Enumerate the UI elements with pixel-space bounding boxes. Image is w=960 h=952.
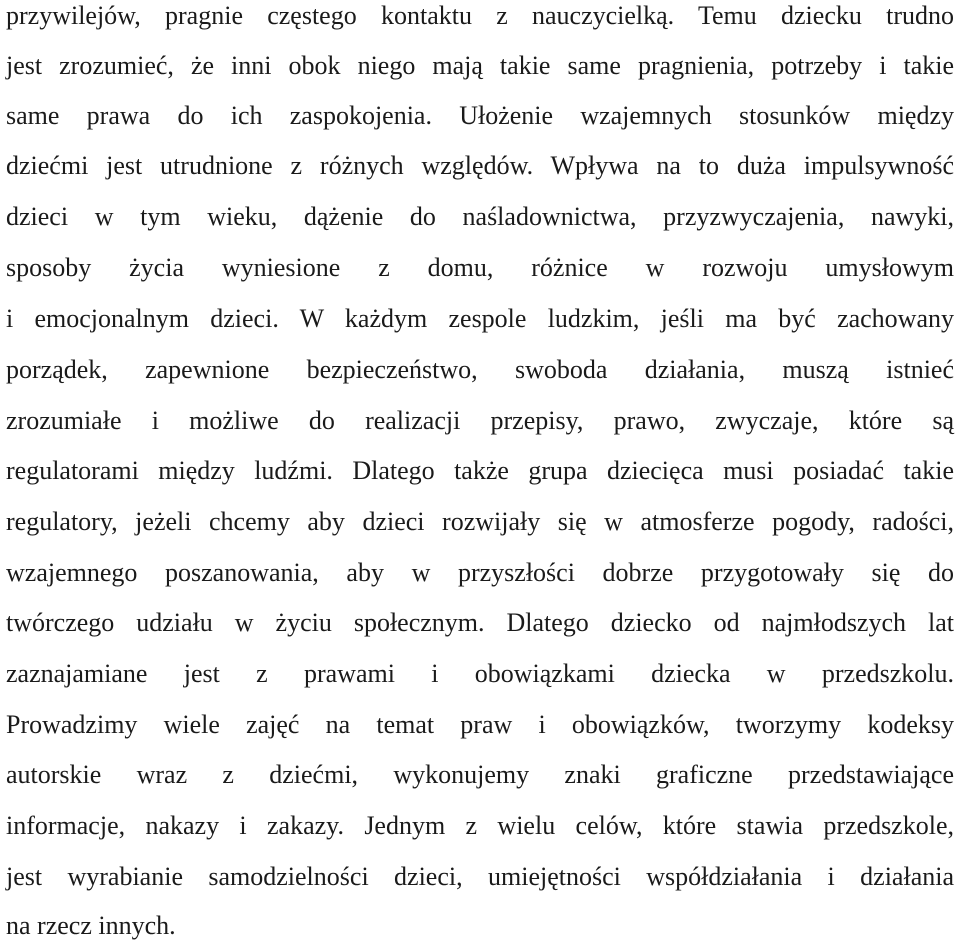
text-line: Prowadzimy wiele zajęć na temat praw i obowiązków, tworzymy kodeksy [6, 710, 954, 739]
text-line: przywilejów, pragnie częstego kontaktu z nauczycielką. Temu dziecku trudno [6, 1, 954, 30]
text-line: informacje, nakazy i zakazy. Jednym z wielu celów, które stawia przedszkole, [6, 811, 954, 840]
text-line: autorskie wraz z dziećmi, wykonujemy znaki graficzne przedstawiające [6, 760, 954, 789]
text-line: jest wyrabianie samodzielności dzieci, umiejętności współdziałania i działania [6, 862, 954, 891]
text-line: jest zrozumieć, że inni obok niego mają takie same pragnienia, potrzeby i takie [6, 51, 954, 80]
text-line: na rzecz innych. [6, 911, 176, 940]
text-line: regulatory, jeżeli chcemy aby dzieci rozwijały się w atmosferze pogody, radości, [6, 507, 954, 536]
text-line: zaznajamiane jest z prawami i obowiązkami dziecka w przedszkolu. [6, 659, 954, 688]
text-line: dziećmi jest utrudnione z różnych względów. Wpływa na to duża impulsywność [6, 151, 954, 180]
text-line: porządek, zapewnione bezpieczeństwo, swoboda działania, muszą istnieć [6, 355, 954, 384]
text-line: zrozumiałe i możliwe do realizacji przepisy, prawo, zwyczaje, które są [6, 406, 954, 435]
text-line: same prawa do ich zaspokojenia. Ułożenie wzajemnych stosunków między [6, 101, 954, 130]
text-line: dzieci w tym wieku, dążenie do naśladownictwa, przyzwyczajenia, nawyki, [6, 202, 954, 231]
text-line: wzajemnego poszanowania, aby w przyszłości dobrze przygotowały się do [6, 558, 954, 587]
text-line: i emocjonalnym dzieci. W każdym zespole ludzkim, jeśli ma być zachowany [6, 304, 954, 333]
text-line: regulatorami między ludźmi. Dlatego także grupa dziecięca musi posiadać takie [6, 456, 954, 485]
text-line: twórczego udziału w życiu społecznym. Dlatego dziecko od najmłodszych lat [6, 608, 954, 637]
text-line: sposoby życia wyniesione z domu, różnice w rozwoju umysłowym [6, 253, 954, 282]
document-page [6, 0, 954, 944]
